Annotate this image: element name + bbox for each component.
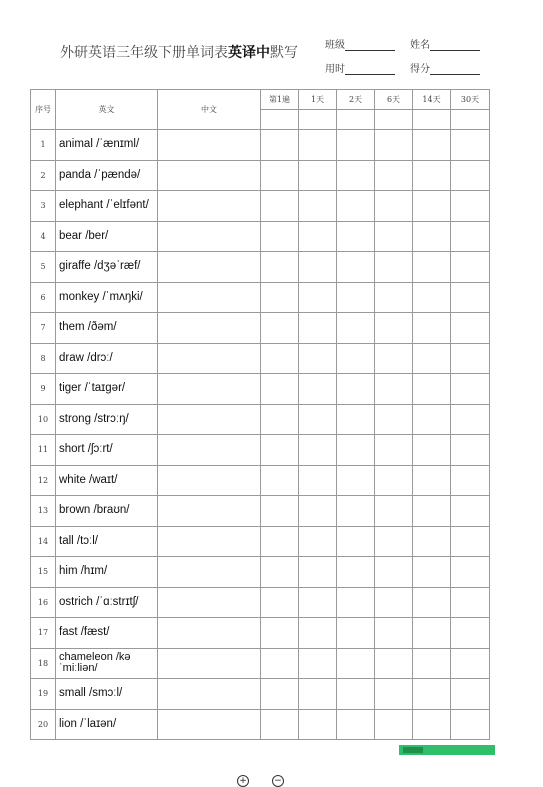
chinese-answer-cell[interactable]: [158, 465, 261, 496]
review-cell[interactable]: [413, 374, 451, 405]
row-number: 10: [31, 404, 56, 435]
review-cell[interactable]: [299, 160, 337, 191]
row-number: 2: [31, 160, 56, 191]
review-cell[interactable]: [375, 374, 413, 405]
review-cell[interactable]: [413, 465, 451, 496]
row-number: 1: [31, 130, 56, 161]
review-cell[interactable]: [451, 313, 490, 344]
widget-tag: [403, 747, 423, 753]
english-word: small /smɔːl/: [56, 679, 158, 710]
review-cell[interactable]: [261, 191, 299, 222]
review-cell[interactable]: [261, 160, 299, 191]
table-row: [31, 648, 490, 679]
review-cell[interactable]: [413, 404, 451, 435]
row-number: 7: [31, 313, 56, 344]
row-number: 19: [31, 679, 56, 710]
review-cell[interactable]: [451, 465, 490, 496]
review-cell[interactable]: [375, 526, 413, 557]
table-row: [31, 587, 490, 618]
row-number: 4: [31, 221, 56, 252]
header-english: 英文: [56, 90, 158, 130]
review-cell[interactable]: [413, 557, 451, 588]
review-cell[interactable]: [413, 496, 451, 527]
english-word: brown /braʊn/: [56, 496, 158, 527]
chinese-answer-cell[interactable]: [158, 496, 261, 527]
review-cell[interactable]: [261, 252, 299, 283]
review-cell[interactable]: [299, 343, 337, 374]
page-title: 外研英语三年级下册单词表英译中默写: [60, 45, 298, 61]
name-field: [410, 36, 480, 51]
chinese-answer-cell[interactable]: [158, 618, 261, 649]
chinese-answer-cell[interactable]: [158, 160, 261, 191]
review-cell[interactable]: [451, 160, 490, 191]
chinese-answer-cell[interactable]: [158, 557, 261, 588]
english-word: him /hɪm/: [56, 557, 158, 588]
review-cell[interactable]: [337, 130, 375, 161]
review-cell[interactable]: [261, 587, 299, 618]
table-row: [31, 618, 490, 649]
english-word: draw /drɔː/: [56, 343, 158, 374]
table-row: [31, 130, 490, 161]
review-cell[interactable]: [451, 374, 490, 405]
review-cell[interactable]: [261, 557, 299, 588]
header-chinese: 中文: [158, 90, 261, 130]
review-cell[interactable]: [299, 526, 337, 557]
chinese-answer-cell[interactable]: [158, 191, 261, 222]
chinese-answer-cell[interactable]: [158, 587, 261, 618]
review-cell[interactable]: [261, 404, 299, 435]
review-cell[interactable]: [261, 465, 299, 496]
chinese-answer-cell[interactable]: [158, 221, 261, 252]
review-cell[interactable]: [299, 496, 337, 527]
review-cell[interactable]: [299, 404, 337, 435]
review-cell[interactable]: [337, 374, 375, 405]
english-word: animal /ˈænɪml/: [56, 130, 158, 161]
review-cell[interactable]: [261, 679, 299, 710]
row-number: 16: [31, 587, 56, 618]
review-cell[interactable]: [337, 557, 375, 588]
name-blank: [430, 40, 480, 51]
table-row: [31, 496, 490, 527]
review-cell[interactable]: [413, 709, 451, 740]
review-cell[interactable]: [299, 191, 337, 222]
review-cell[interactable]: [337, 282, 375, 313]
review-cell[interactable]: [337, 465, 375, 496]
review-cell[interactable]: [299, 130, 337, 161]
table-row: [31, 160, 490, 191]
review-cell[interactable]: [299, 648, 337, 679]
review-cell[interactable]: [261, 374, 299, 405]
chinese-answer-cell[interactable]: [158, 404, 261, 435]
review-cell[interactable]: [451, 343, 490, 374]
review-cell[interactable]: [261, 130, 299, 161]
time-blank: [345, 64, 395, 75]
review-cell[interactable]: [299, 282, 337, 313]
review-cell[interactable]: [337, 496, 375, 527]
review-cell[interactable]: [451, 496, 490, 527]
row-number: 3: [31, 191, 56, 222]
table-row: [31, 282, 490, 313]
class-blank: [345, 40, 395, 51]
review-cell[interactable]: [337, 252, 375, 283]
review-cell[interactable]: [299, 221, 337, 252]
review-cell[interactable]: [261, 526, 299, 557]
review-cell[interactable]: [375, 282, 413, 313]
english-word: elephant /ˈelɪfənt/: [56, 191, 158, 222]
header-review-4: 6天: [375, 90, 413, 110]
review-cell[interactable]: [375, 221, 413, 252]
review-cell[interactable]: [413, 313, 451, 344]
review-cell[interactable]: [261, 648, 299, 679]
chinese-answer-cell[interactable]: [158, 343, 261, 374]
review-cell[interactable]: [413, 343, 451, 374]
review-cell[interactable]: [375, 679, 413, 710]
table-row: [31, 435, 490, 466]
row-number: 11: [31, 435, 56, 466]
review-cell[interactable]: [299, 313, 337, 344]
header-review-1: 第1遍: [261, 90, 299, 110]
review-cell[interactable]: [413, 282, 451, 313]
class-label: 班级: [325, 40, 345, 51]
chinese-answer-cell[interactable]: [158, 526, 261, 557]
row-number: 8: [31, 343, 56, 374]
review-cell[interactable]: [299, 587, 337, 618]
review-subcell: [451, 110, 490, 130]
review-cell[interactable]: [337, 221, 375, 252]
review-cell[interactable]: [413, 679, 451, 710]
row-number: 13: [31, 496, 56, 527]
review-cell[interactable]: [413, 435, 451, 466]
table-row: [31, 465, 490, 496]
review-subcell: [413, 110, 451, 130]
review-cell[interactable]: [375, 465, 413, 496]
row-number: 17: [31, 618, 56, 649]
review-cell[interactable]: [375, 435, 413, 466]
review-cell[interactable]: [337, 191, 375, 222]
english-word: monkey /ˈmʌŋki/: [56, 282, 158, 313]
table-row: [31, 252, 490, 283]
review-cell[interactable]: [413, 130, 451, 161]
chinese-answer-cell[interactable]: [158, 435, 261, 466]
review-cell[interactable]: [451, 679, 490, 710]
review-cell[interactable]: [337, 435, 375, 466]
review-cell[interactable]: [375, 191, 413, 222]
review-cell[interactable]: [261, 435, 299, 466]
review-cell[interactable]: [375, 343, 413, 374]
english-word: chameleon /kəˈmiːliən/: [56, 648, 158, 679]
review-cell[interactable]: [299, 374, 337, 405]
review-cell[interactable]: [261, 496, 299, 527]
review-cell[interactable]: [375, 557, 413, 588]
english-word: lion /ˈlaɪən/: [56, 709, 158, 740]
review-cell[interactable]: [299, 618, 337, 649]
review-cell[interactable]: [337, 709, 375, 740]
review-subcell: [375, 110, 413, 130]
name-label: 姓名: [410, 40, 430, 51]
review-cell[interactable]: [451, 709, 490, 740]
table-row: [31, 709, 490, 740]
review-cell[interactable]: [261, 221, 299, 252]
english-word: white /waɪt/: [56, 465, 158, 496]
review-cell[interactable]: [337, 343, 375, 374]
score-blank: [430, 64, 480, 75]
review-cell[interactable]: [299, 709, 337, 740]
row-number: 5: [31, 252, 56, 283]
review-cell[interactable]: [299, 435, 337, 466]
review-cell[interactable]: [337, 160, 375, 191]
review-cell[interactable]: [451, 526, 490, 557]
review-cell[interactable]: [451, 191, 490, 222]
english-word: bear /ber/: [56, 221, 158, 252]
chinese-answer-cell[interactable]: [158, 252, 261, 283]
review-cell[interactable]: [337, 618, 375, 649]
review-cell[interactable]: [337, 648, 375, 679]
english-word: strong /strɔːŋ/: [56, 404, 158, 435]
review-cell[interactable]: [261, 709, 299, 740]
table-row: [31, 679, 490, 710]
review-subcell: [299, 110, 337, 130]
review-subcell: [261, 110, 299, 130]
header-review-5: 14天: [413, 90, 451, 110]
table-row: [31, 343, 490, 374]
review-cell[interactable]: [261, 282, 299, 313]
review-cell[interactable]: [413, 160, 451, 191]
english-word: short /ʃɔːrt/: [56, 435, 158, 466]
review-cell[interactable]: [413, 221, 451, 252]
row-number: 6: [31, 282, 56, 313]
header-review-3: 2天: [337, 90, 375, 110]
row-number: 9: [31, 374, 56, 405]
review-cell[interactable]: [413, 587, 451, 618]
time-field: [325, 60, 395, 75]
english-word: ostrich /ˈɑːstrɪtʃ/: [56, 587, 158, 618]
review-cell[interactable]: [299, 252, 337, 283]
review-cell[interactable]: [337, 679, 375, 710]
review-cell[interactable]: [451, 557, 490, 588]
review-cell[interactable]: [375, 252, 413, 283]
english-word: them /ðəm/: [56, 313, 158, 344]
chinese-answer-cell[interactable]: [158, 313, 261, 344]
header-num: 序号: [31, 90, 56, 130]
review-cell[interactable]: [451, 130, 490, 161]
zoom-out-icon[interactable]: −: [272, 775, 284, 787]
score-field: [410, 60, 480, 75]
review-cell[interactable]: [451, 282, 490, 313]
chinese-answer-cell[interactable]: [158, 679, 261, 710]
zoom-in-icon[interactable]: +: [237, 775, 249, 787]
english-word: tall /tɔːl/: [56, 526, 158, 557]
review-cell[interactable]: [375, 709, 413, 740]
review-cell[interactable]: [413, 526, 451, 557]
row-number: 20: [31, 709, 56, 740]
table-row: [31, 557, 490, 588]
table-row: [31, 191, 490, 222]
review-cell[interactable]: [451, 404, 490, 435]
table-row: [31, 221, 490, 252]
review-cell[interactable]: [299, 557, 337, 588]
english-word: panda /ˈpændə/: [56, 160, 158, 191]
review-cell[interactable]: [375, 587, 413, 618]
chinese-answer-cell[interactable]: [158, 709, 261, 740]
word-table: [30, 89, 490, 740]
row-number: 14: [31, 526, 56, 557]
review-subcell: [337, 110, 375, 130]
review-cell[interactable]: [375, 313, 413, 344]
table-row: [31, 313, 490, 344]
row-number: 12: [31, 465, 56, 496]
review-cell[interactable]: [375, 648, 413, 679]
row-number: 15: [31, 557, 56, 588]
header-review-6: 30天: [451, 90, 490, 110]
review-cell[interactable]: [413, 252, 451, 283]
class-field: [325, 36, 395, 51]
review-cell[interactable]: [413, 191, 451, 222]
review-cell[interactable]: [261, 618, 299, 649]
review-cell[interactable]: [451, 648, 490, 679]
score-label: 得分: [410, 64, 430, 75]
chinese-answer-cell[interactable]: [158, 130, 261, 161]
review-cell[interactable]: [451, 435, 490, 466]
english-word: tiger /ˈtaɪgər/: [56, 374, 158, 405]
review-cell[interactable]: [375, 130, 413, 161]
row-number: 18: [31, 648, 56, 679]
review-cell[interactable]: [413, 648, 451, 679]
review-cell[interactable]: [451, 252, 490, 283]
review-cell[interactable]: [261, 313, 299, 344]
review-cell[interactable]: [375, 160, 413, 191]
review-cell[interactable]: [337, 404, 375, 435]
review-cell[interactable]: [413, 618, 451, 649]
table-row: [31, 526, 490, 557]
review-cell[interactable]: [299, 679, 337, 710]
review-cell[interactable]: [299, 465, 337, 496]
table-row: [31, 374, 490, 405]
review-cell[interactable]: [375, 618, 413, 649]
table-row: [31, 404, 490, 435]
chinese-answer-cell[interactable]: [158, 374, 261, 405]
review-cell[interactable]: [261, 343, 299, 374]
review-cell[interactable]: [451, 587, 490, 618]
chinese-answer-cell[interactable]: [158, 282, 261, 313]
review-cell[interactable]: [451, 618, 490, 649]
review-cell[interactable]: [375, 404, 413, 435]
review-cell[interactable]: [337, 313, 375, 344]
english-word: giraffe /dʒəˈræf/: [56, 252, 158, 283]
review-cell[interactable]: [337, 526, 375, 557]
header-review-2: 1天: [299, 90, 337, 110]
review-cell[interactable]: [451, 221, 490, 252]
chinese-answer-cell[interactable]: [158, 648, 261, 679]
floating-widget[interactable]: [399, 745, 495, 755]
review-cell[interactable]: [337, 587, 375, 618]
review-cell[interactable]: [375, 496, 413, 527]
english-word: fast /fæst/: [56, 618, 158, 649]
time-label: 用时: [325, 64, 345, 75]
